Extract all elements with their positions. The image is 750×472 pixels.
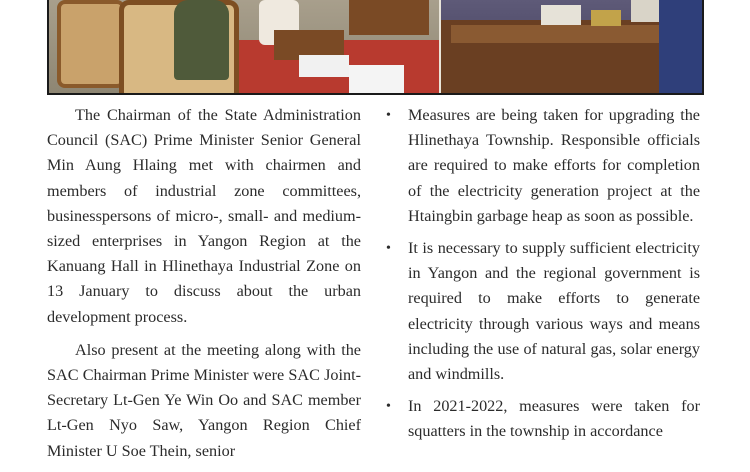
article-paragraph-2: Also present at the meeting along with the SAC Chairman Prime Minister were SAC Joint-Secretary Lt-Gen Ye Win Oo and SAC member Lt-Gen Nyo Saw, Yangon Region Chief Minister U Soe Thein, senior: [47, 340, 361, 460]
person-uniform: [174, 0, 229, 80]
article-paragraph-1: The Chairman of the State Administration Council (SAC) Prime Minister Senior General Min Aung Hlaing met with chairmen and members of industrial zone committees, businesspersons of micro-, small- and medium-sized enterprises in Yangon Region at the Kanuang Hall in Hlinethaya Industrial Zone on 13 January to discuss about the urban development process.: [47, 106, 361, 326]
desk-papers: [541, 5, 581, 25]
bullet-dot-icon: •: [386, 241, 391, 257]
article-right-column: [386, 103, 700, 452]
desk-nameplate: [591, 10, 621, 26]
bullet-item: [386, 394, 700, 444]
armchair-1: [57, 0, 125, 88]
bullet-list: [386, 103, 700, 445]
bullet-text: It is necessary to supply sufficient electricity in Yangon and the regional government is required to make efforts to generate electricity through various ways and means including the use of natural gas, solar energy and windmills.: [408, 239, 700, 384]
side-table-2: [349, 0, 429, 35]
desk-item-white-box: [299, 55, 349, 77]
article-left-column: [47, 103, 361, 472]
bullet-dot-icon: •: [386, 108, 391, 123]
news-photo-strip: [47, 0, 704, 95]
bullet-dot-icon: •: [386, 399, 391, 415]
bullet-item: [386, 236, 700, 387]
flag-backdrop: [659, 0, 704, 95]
bullet-item: [386, 103, 700, 229]
bullet-text: In 2021-2022, measures were taken for squatters in the township in accordance: [408, 397, 700, 441]
bullet-text: Measures are being taken for upgrading the Hlinethaya Township. Responsible officials are required to make efforts for completion of the electricity generation project at the Htaingbin garbage heap as soon as possible.: [408, 106, 700, 225]
photo-meeting-room: [49, 0, 439, 93]
photo-conference-desk: [439, 0, 702, 93]
tissue-box: [349, 65, 404, 95]
